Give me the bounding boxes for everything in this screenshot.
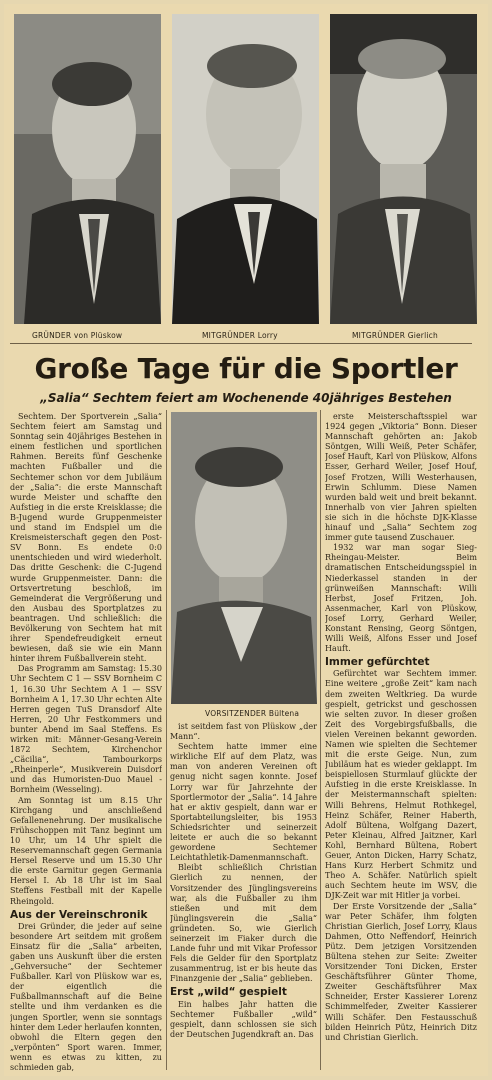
section-heading: Immer gefürchtet: [325, 656, 430, 669]
subheadline: „Salia“ Sechtem feiert am Wochenende 40jähriges Bestehen: [40, 391, 452, 405]
divider-rule: [10, 343, 472, 344]
paragraph: Bleibt schließlich Christian Gierlich zu nennen, der Vorsitzender des Jünglingsvereins war, als die Fußballer zu ihm stießen und mit dem Jünglingsverein die „Salia“ gründeten. So, wie Gierlich seinerzeit im Fiaker durch die Lande fuhr und mit Vikar Professor Fels die Gelder für den Sportplatz zusammentrug, ist er bis heute das Finanzgenie der „Salia“ geblieben.: [170, 863, 317, 984]
paragraph: Das Programm am Samstag: 15.30 Uhr Sechtem C 1 — SSV Bornheim C 1, 16.30 Uhr Sechtem A 1 — SSV Bornheim A 1, 17.30 Uhr echten Alte Herren gegen TuS Dransdorf Alte Herren, 20 Uhr Festkommers und bunter Abend im Saal Steffens. Es wirken mit: Männer-Gesang-Verein 1872 Sechtem, Kirchenchor „Cäcilia“, Tambourkorps „Rheinperle“, Musikverein Duisdorf und das Humoristen-Duo Mauel - Bornheim (Wesseling).: [10, 664, 162, 795]
section-heading: Erst „wild“ gespielt: [170, 986, 287, 999]
article-column-3: [325, 412, 477, 1072]
caption-chairman-bueltena: VORSITZENDER Bültena: [205, 709, 300, 718]
paragraph: Der Erste Vorsitzende der „Salia“ war Peter Schäfer, ihm folgten Christian Gierlich, Josef Lorry, Klaus Dahmen, Otto Neffendorf, Heinrich Pütz. Dem jetzigen Vorsitzenden Bültena stehen zur Seite: Zweiter Vorsitzender Toni Dicken, Erster Geschäftsführer Günter Thome, Zweiter Geschäftsführer Max Schneider, Erster Kassierer Lorenz Schimmelfeder, Zweiter Kassierer Willi Schäfer. Den Festausschuß bilden Heinrich Pütz, Heinrich Ditz und Christian Gierlich.: [325, 901, 477, 1042]
paragraph: ist seitdem fast von Plüskow „der Mann“.: [170, 722, 317, 742]
paragraph: Drei Gründer, die jeder auf seine besondere Art seitdem mit großem Einsatz für die „Salia“ arbeiten, gaben uns Auskunft über die ersten „Gehversuche“ der Sechtemer Fußballer. Karl von Plüskow war es, der eigentlich die Fußballmannschaft auf die Beine stellte und ihm verdanken es die jungen Sportler, wenn sie sonntags hinter dem Leder herlaufen konnten, obwohl die Eltern gegen den „verpönten“ Sport waren. Immer, wenn es etwas zu kitten, zu schmieden gab,: [10, 921, 162, 1072]
caption-founder-plueskow: GRÜNDER von Plüskow: [32, 331, 123, 340]
paragraph: erste Meisterschaftsspiel war 1924 gegen „Viktoria“ Bonn. Dieser Mannschaft gehörten an: Jakob Söntgen, Willi Weiß, Peter Schäfer, Josef Hauft, Karl von Plüskow, Alfons Esser, Gerhard Weiler, Josef Houf, Josef Frotzen, Willi Westerhausen, Erwin Schlumm. Diese Namen wurden bald weit und breit bekannt. Innerhalb von vier Jahren spielten sie sich in die höchste DJK-Klasse hinauf und „Salia“ Sechtem zog immer gute tausend Zuschauer.: [325, 412, 477, 543]
photo-chairman-bueltena: [171, 412, 317, 704]
paragraph: 1932 war man sogar Sieg-Rheingau-Meister. Beim dramatischen Entscheidungsspiel in Niederkassel standen in der grünweißen Mannschaft: Willi Herbst, Josef Fritzen, Joh. Assenmacher, Karl von Plüskow, Josef Lorry, Gerhard Weiler, Konstant Rensing, Georg Söntgen, Willi Weiß, Alfons Esser und Josef Hauft.: [325, 543, 477, 654]
paragraph: Ein halbes Jahr hatten die Sechtemer Fußballer „wild“ gespielt, dann schlossen sie sich der Deutschen Jugendkraft an. Das: [170, 999, 317, 1039]
paragraph: Sechtem hatte immer eine wirkliche Elf auf dem Platz, was man von anderen Vereinen oft genug nicht sagen konnte. Josef Lorry war für Jahrzehnte der Sportlermotor der „Salia“. 14 Jahre hat er aktiv gespielt, dann war er Sportabteilungsleiter, bis 1953 Schiedsrichter und seinerzeit leitete er auch die so bekannt gewordene Sechtemer Leichtathletik-Damenmannschaft.: [170, 742, 317, 863]
article-column-2: [170, 722, 317, 1072]
photo-cofounder-gierlich: [330, 14, 477, 324]
paragraph: Sechtem. Der Sportverein „Salia“ Sechtem feiert am Samstag und Sonntag sein 40jähriges Bestehen in einem festlichen und sportlichen Rahmen. Bereits fünf Geschenke machten Fußballer und die Sechtemer schon vor dem Jubiläum der „Salia“: die erste Mannschaft wurde Meister und schaffte den Aufstieg in die erste Kreisklasse; die B-Jugend wurde Gruppenmeister und stand im Endspiel um die Kreismeisterschaft gegen den Post-SV Bonn. Es endete 0:0 unentschieden und wird wiederholt. Das dritte Geschenk: die C-Jugend wurde Gruppenmeister. Dann: die Ortsvertretung beschloß, im Gemeinderat die Vergrößerung und den Ausbau des Sportplatzes zu beantragen. Und schließlich: die Bevölkerung von Sechtem hat mit ihrer Spendefreudigkeit erneut bewiesen, daß sie wie ein Mann hinter ihrem Fußballverein steht.: [10, 412, 162, 664]
paragraph: Gefürchtet war Sechtem immer. Eine weitere „große Zeit“ kam nach dem zweiten Weltkrieg. Da wurde gespielt, getrickst und geschossen wie selten zuvor. In dieser großen Zeit des Vorgebirgsfußballs, die vielen Vereinen bekannt geworden. Namen wie spielten die Sechtemer mit die erste Geige. Nun, zum Jubiläum hat es wieder geklappt. Im beispiellosen Sturmlauf glückte der Aufstieg in die erste Kreisklasse. In der Meistermannschaft spielten: Willi Behrens, Helmut Rothkegel, Heinz Schäfer, Reiner Haberth, Adolf Bültena, Wolfgang Dazert, Peter Kleinau, Alfred Jaitzner, Karl Kohl, Bernhard Bültena, Robert Geuer, Anton Dicken, Harry Schatz, Hans Kurz Herbert Schmitz und Theo A. Schäfer. Natürlich spielt auch Sechtem heute im WSV, die DJK-Zeit war mit Hitler ja vorbei.: [325, 669, 477, 901]
photo-cofounder-lorry: [172, 14, 319, 324]
caption-cofounder-lorry: MITGRÜNDER Lorry: [202, 331, 278, 340]
column-separator: [166, 410, 167, 1070]
article-column-1: [10, 412, 162, 1072]
paragraph: Am Sonntag ist um 8.15 Uhr Kirchgang und anschließend Gefallenenehrung. Der musikalische Frühschoppen mit Tanz beginnt um 10 Uhr, um 14 Uhr spielt die Reservemannschaft gegen Germania Hersel Reserve und um 15.30 Uhr die erste Garnitur gegen Germania Hersel I. Ab 18 Uhr ist im Saal Steffens Festball mit der Kapelle Rheingold.: [10, 795, 162, 906]
section-heading: Aus der Vereinschronik: [10, 908, 148, 921]
column-separator: [320, 410, 321, 1070]
headline: Große Tage für die Sportler: [34, 352, 458, 385]
photo-founder-plueskow: [14, 14, 161, 324]
caption-cofounder-gierlich: MITGRÜNDER Gierlich: [352, 331, 438, 340]
